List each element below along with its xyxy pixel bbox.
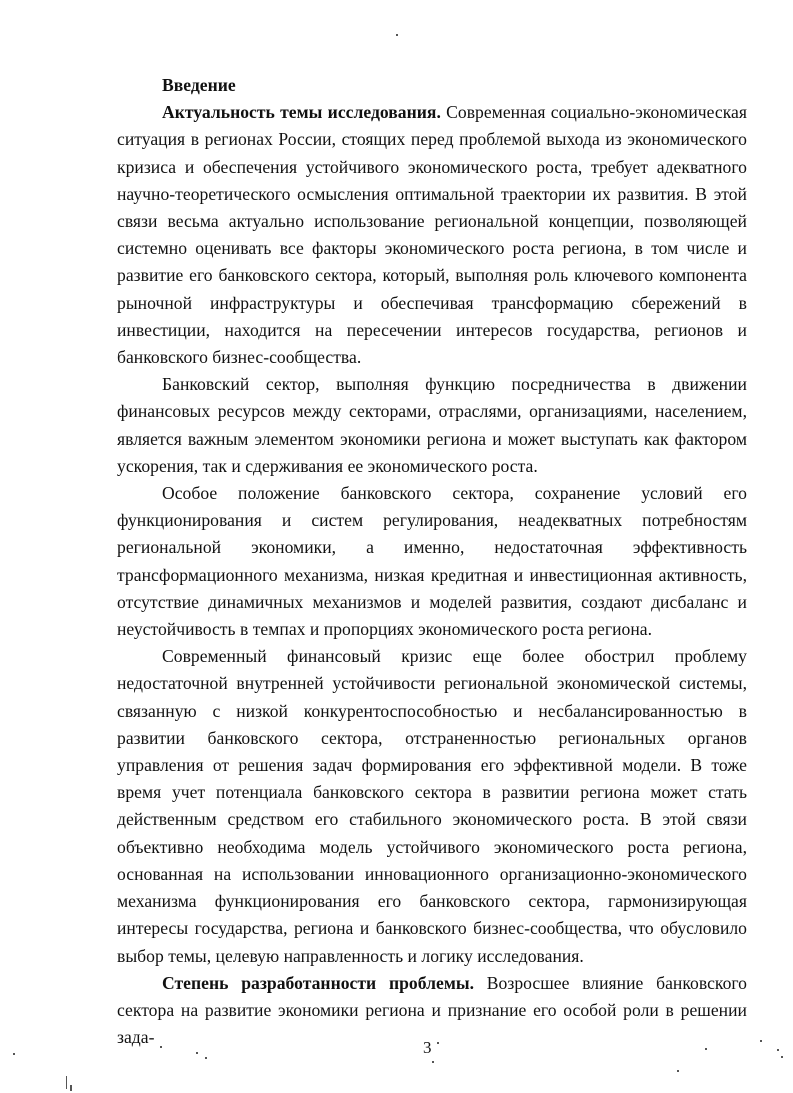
scan-speck xyxy=(760,1040,762,1042)
paragraph-text: Особое положение банковского сектора, сохранение условий его функционирования и систем регулирования, неадекватных потребностям региональной экономики, а именно, недостаточная эффективность трансформационного механизма, низкая кредитная и инвестиционная активность, отсутствие динамичных механизмов и моделей развития, создают дисбаланс и неустойчивость в темпах и пропорциях экономического роста региона. xyxy=(117,483,747,640)
paragraph-lead: Степень разработанности проблемы. xyxy=(162,972,475,993)
scan-speck xyxy=(432,1061,434,1063)
paragraph-financial-crisis xyxy=(117,643,747,969)
paragraph-text: Банковский сектор, выполняя функцию посредничества в движении финансовых ресурсов между секторами, отраслями, организациями, населением, является важным элементом экономики региона и может выступать как фактором ускорения, так и сдерживания ее экономического роста. xyxy=(117,374,747,476)
paragraph-lead: Актуальность темы исследования. xyxy=(162,102,441,123)
scan-speck xyxy=(677,1070,679,1072)
paragraph-text: Современная социально-экономическая ситуация в регионах России, стоящих перед проблемой выхода из экономического кризиса и обеспечения устойчивого экономического роста, требует адекватного научно-теоретического осмысления оптимальной траектории их развития. В этой связи весьма актуально использование региональной концепции, позволяющей системно оценивать все факторы экономического роста региона, в том числе и развитие его банковского сектора, который, выполняя роль ключевого компонента рыночной инфраструктуры и обеспечивая трансформацию сбережений в инвестиции, находится на пересечении интересов государства, регионов и банковского бизнес-сообщества. xyxy=(117,102,747,368)
scan-speck xyxy=(66,1076,67,1089)
scan-speck xyxy=(70,1085,72,1091)
paragraph-relevance xyxy=(117,99,747,371)
scan-speck xyxy=(396,34,398,36)
paragraph-banking-sector xyxy=(117,371,747,480)
scan-speck xyxy=(781,1056,783,1058)
scan-speck xyxy=(205,1057,207,1059)
paragraph-development-degree xyxy=(117,970,747,1052)
paragraph-text: Возросшее влияние банковского сектора на развитие экономики региона и признание его особой роли в решении зада- xyxy=(117,972,747,1048)
paragraph-special-position xyxy=(117,480,747,643)
body-text xyxy=(117,72,747,1051)
scan-speck xyxy=(196,1052,198,1054)
scan-speck xyxy=(160,1046,162,1048)
scan-speck xyxy=(437,1042,439,1044)
scan-speck xyxy=(705,1048,707,1050)
section-heading: Введение xyxy=(162,75,236,95)
scan-speck xyxy=(777,1049,779,1051)
scan-speck xyxy=(13,1053,15,1055)
paragraph-text: Современный финансовый кризис еще более обострил проблему недостаточной внутренней устойчивости региональной экономической системы, связанную с низкой конкурентоспособностью и несбалансированностью в развитии банковского сектора, отстраненностью региональных органов управления от решения задач формирования его эффективной модели. В тоже время учет потенциала банковского сектора в развитии региона может стать действенным средством его стабильного экономического роста. В этой связи объективно необходима модель устойчивого экономического роста региона, основанная на использовании инновационного организационно-экономического механизма функционирования его банковского сектора, гармонизирующая интересы государства, региона и банковского бизнес-сообщества, что обусловило выбор темы, целевую направленность и логику исследования. xyxy=(117,646,747,966)
page-number: 3 xyxy=(423,1038,432,1057)
